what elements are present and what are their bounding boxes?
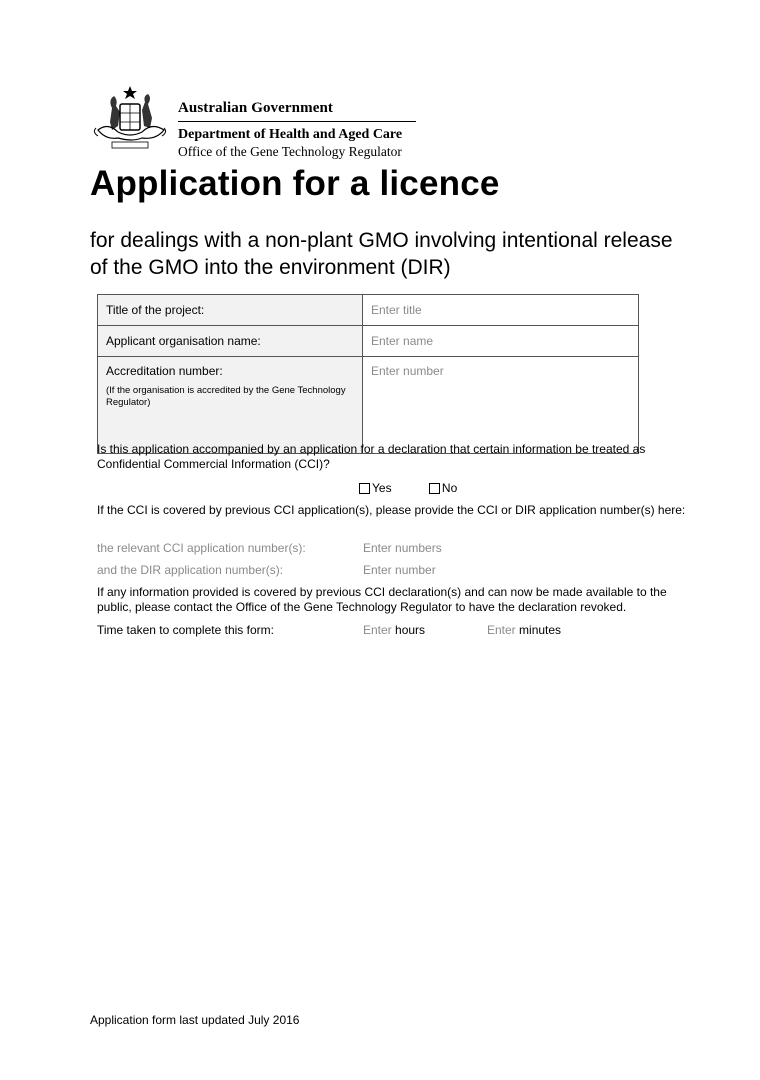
accreditation-number-input[interactable] <box>363 357 639 454</box>
previous-cci-text: If the CCI is covered by previous CCI application(s), please provide the CCI or DIR application number(s) here: <box>97 503 686 517</box>
revoke-text: If any information provided is covered by previous CCI declaration(s) and can now be made available to the public, please contact the Office of the Gene Technology Regulator to have the declaration revoked. <box>97 585 667 614</box>
minutes-unit: minutes <box>519 623 562 637</box>
page-subtitle: for dealings with a non-plant GMO involving intentional release of the GMO into the environment (DIR) <box>90 229 673 279</box>
cci-checkbox-group <box>359 481 491 497</box>
dir-number-label: and the DIR application number(s): <box>97 563 284 577</box>
minutes-input[interactable]: Enter <box>487 623 516 637</box>
footer-note: Application form last updated July 2016 <box>90 1013 300 1027</box>
government-header <box>178 100 416 160</box>
dir-number-input[interactable]: Enter number <box>363 563 436 577</box>
cci-numbers-input[interactable]: Enter numbers <box>363 541 442 555</box>
project-title-label: Title of the project: <box>98 295 363 326</box>
coat-of-arms-icon <box>90 84 170 156</box>
hours-unit: hours <box>395 623 426 637</box>
accreditation-label-cell <box>98 357 363 454</box>
applicant-details-table <box>97 294 639 454</box>
header-divider <box>178 121 416 122</box>
hours-field <box>363 623 425 637</box>
time-taken-label: Time taken to complete this form: <box>97 623 274 637</box>
cci-no-checkbox[interactable] <box>429 481 457 495</box>
cci-question: Is this application accompanied by an application for a declaration that certain information be treated as Confidential Commercial Information (CCI)? <box>97 442 646 471</box>
accreditation-label: Accreditation number: <box>106 364 223 378</box>
organisation-name-input[interactable]: Enter name <box>363 326 639 357</box>
no-label: No <box>441 481 458 495</box>
accreditation-note: (If the organisation is accredited by the Gene Technology Regulator) <box>106 385 346 408</box>
department-name: Department of Health and Aged Care <box>178 127 403 142</box>
minutes-field <box>487 623 561 637</box>
cci-numbers-label: the relevant CCI application number(s): <box>97 541 306 555</box>
organisation-name-label: Applicant organisation name: <box>98 326 363 357</box>
accreditation-placeholder: Enter number <box>371 364 444 378</box>
office-name: Office of the Gene Technology Regulator <box>178 144 402 159</box>
checkbox-icon <box>429 483 440 494</box>
cci-yes-checkbox[interactable] <box>359 481 392 495</box>
yes-label: Yes <box>372 481 392 495</box>
project-title-input[interactable]: Enter title <box>363 295 639 326</box>
page-title: Application for a licence <box>90 164 500 203</box>
checkbox-icon <box>359 483 370 494</box>
government-name: Australian Government <box>178 100 334 116</box>
hours-input[interactable]: Enter <box>363 623 392 637</box>
